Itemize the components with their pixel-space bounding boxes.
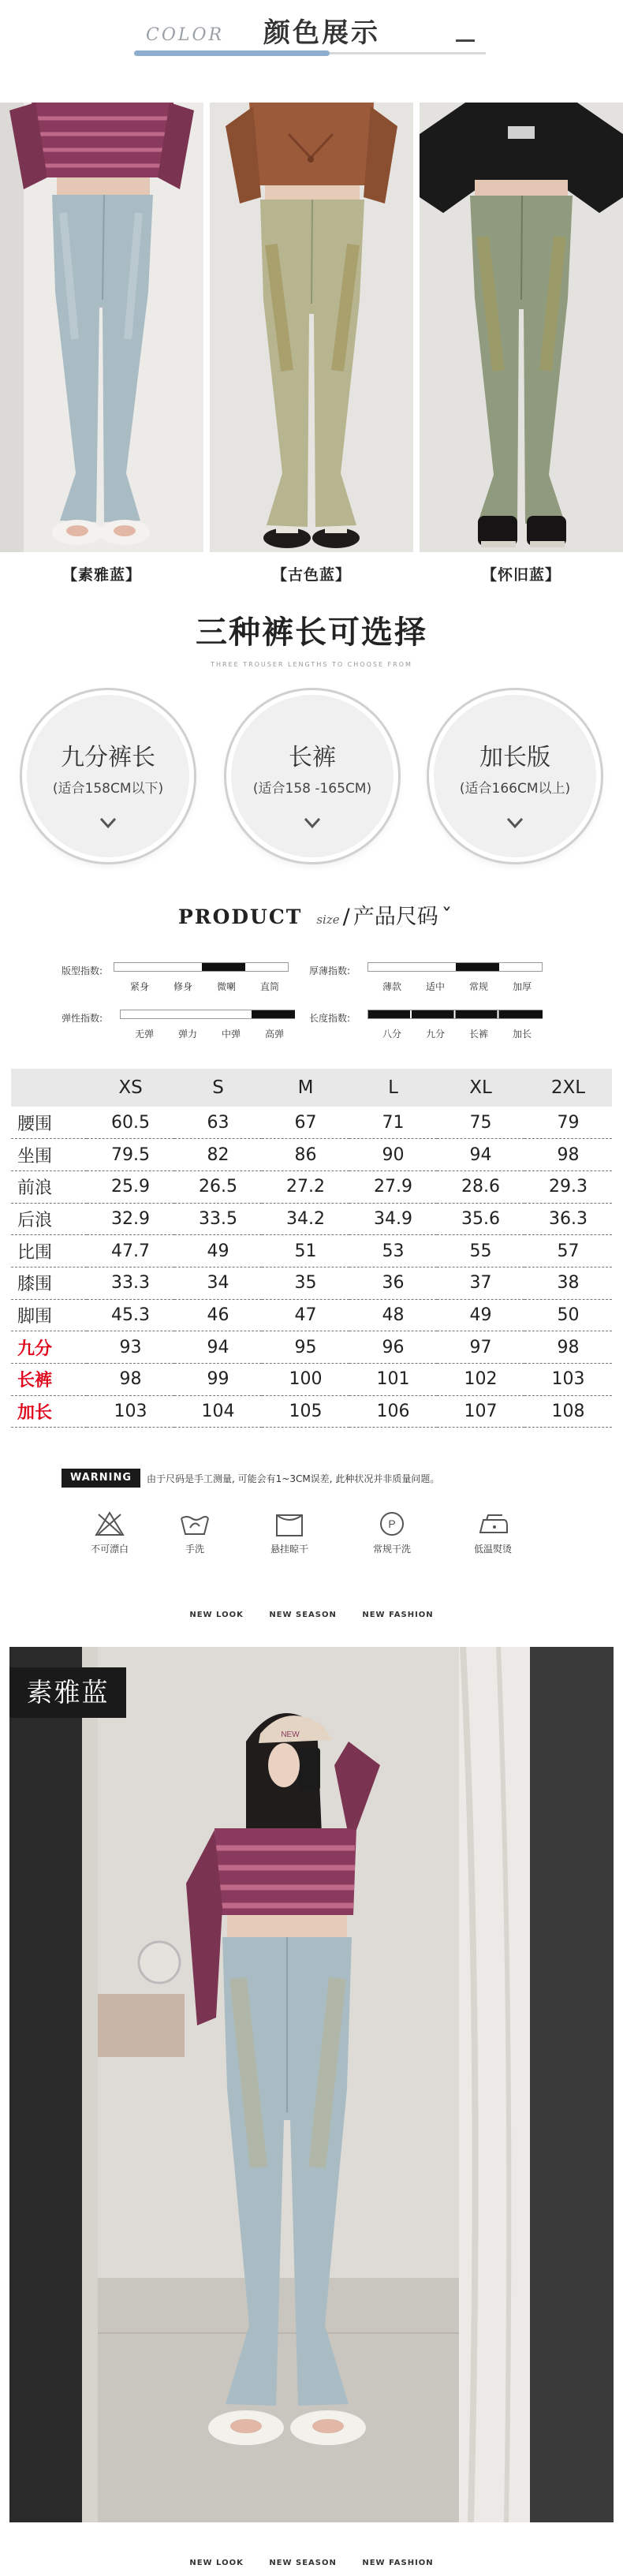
- size-value-cell: 103: [87, 1395, 174, 1428]
- size-value-cell: 25.9: [87, 1170, 174, 1203]
- size-value-cell: 94: [174, 1331, 262, 1364]
- size-value-cell: 100: [262, 1364, 349, 1396]
- size-value-cell: 63: [174, 1107, 262, 1139]
- size-value-cell: 27.9: [349, 1170, 437, 1203]
- low-iron-icon: [476, 1510, 510, 1537]
- size-header-cell: XL: [437, 1069, 524, 1107]
- row-label: 膝围: [11, 1267, 87, 1299]
- size-value-cell: 29.3: [524, 1170, 612, 1203]
- color-photo-plain-blue[interactable]: [0, 103, 203, 552]
- size-heading-sep: /: [342, 905, 350, 929]
- care-low-iron: [450, 1510, 536, 1574]
- size-value-cell: 90: [349, 1139, 437, 1171]
- size-value-cell: 105: [262, 1395, 349, 1428]
- care-hang-dry: [246, 1510, 333, 1574]
- size-heading-size: size: [316, 913, 340, 927]
- size-header-cell: L: [349, 1069, 437, 1107]
- indicator-bar: [367, 1010, 543, 1019]
- header-title: 颜色展示: [263, 17, 380, 49]
- indicator-option: 长裤: [468, 1029, 488, 1040]
- size-value-cell: 106: [349, 1395, 437, 1428]
- section-header: [0, 0, 623, 79]
- row-label: 加长: [11, 1395, 87, 1428]
- size-value-cell: 50: [524, 1299, 612, 1331]
- no-bleach-icon: [94, 1510, 125, 1537]
- warning-text: 由于尺码是手工测量, 可能会有1~3CM误差, 此种状况并非质量问题。: [147, 1473, 440, 1484]
- color-photo-retro-blue[interactable]: [420, 103, 623, 552]
- indicator-bar: [367, 962, 543, 972]
- size-value-cell: 45.3: [87, 1299, 174, 1331]
- feature-photo-illustration: [9, 1647, 614, 2522]
- indicator-selected-segment: [456, 963, 499, 971]
- indicator-option: 八分: [382, 1029, 401, 1040]
- lengths-subtitle: THREE TROUSER LENGTHS TO CHOOSE FROM: [211, 661, 412, 668]
- indicator-option: 修身: [173, 981, 192, 992]
- size-value-cell: 97: [437, 1331, 524, 1364]
- indicator-option: 高弹: [264, 1029, 284, 1040]
- size-value-cell: 57: [524, 1235, 612, 1267]
- cap-logo-text: NEW: [281, 1730, 300, 1739]
- size-value-cell: 49: [174, 1235, 262, 1267]
- indicator-label: 厚薄指数:: [309, 965, 351, 976]
- row-label: 九分: [11, 1331, 87, 1364]
- indicator-option: 紧身: [129, 981, 149, 992]
- size-header-cell: [11, 1069, 87, 1107]
- table-row: [11, 1203, 612, 1235]
- size-value-cell: 96: [349, 1331, 437, 1364]
- table-row: [11, 1299, 612, 1331]
- tagline-item: NEW SEASON: [269, 1611, 337, 1619]
- indicator-selected-segment: [252, 1010, 295, 1018]
- size-value-cell: 86: [262, 1139, 349, 1171]
- care-label: 悬挂晾干: [270, 1544, 308, 1555]
- indicator-option: 九分: [425, 1029, 445, 1040]
- care-no-bleach: [66, 1510, 153, 1574]
- tagline-item: NEW LOOK: [189, 1611, 244, 1619]
- chevron-down-icon: [97, 812, 119, 834]
- indicator-option: 弹力: [177, 1029, 197, 1040]
- size-chart-heading: [178, 899, 452, 930]
- indicator-option: 加厚: [512, 981, 532, 992]
- tagline-item: NEW LOOK: [189, 2559, 244, 2567]
- size-value-cell: 46: [174, 1299, 262, 1331]
- size-header-cell: 2XL: [524, 1069, 612, 1107]
- size-heading-en: PRODUCT: [178, 905, 303, 928]
- indicator-option: 常规: [468, 981, 488, 992]
- size-value-cell: 34.2: [262, 1203, 349, 1235]
- size-value-cell: 82: [174, 1139, 262, 1171]
- tagline-item: NEW SEASON: [269, 2559, 337, 2567]
- size-value-cell: 60.5: [87, 1107, 174, 1139]
- color-photo-grid: [0, 103, 623, 552]
- size-value-cell: 93: [87, 1331, 174, 1364]
- chevron-down-icon: [504, 812, 526, 834]
- care-dry-clean: [349, 1510, 435, 1574]
- table-row: [11, 1107, 612, 1139]
- size-value-cell: 67: [262, 1107, 349, 1139]
- indicator-selected-segment: [202, 963, 245, 971]
- dry-clean-icon: [376, 1510, 408, 1537]
- size-heading-caret: ˇ: [441, 905, 453, 929]
- size-value-cell: 36: [349, 1267, 437, 1299]
- size-value-cell: 49: [437, 1299, 524, 1331]
- size-value-cell: 26.5: [174, 1170, 262, 1203]
- size-value-cell: 33.5: [174, 1203, 262, 1235]
- tagline-bottom: [0, 2559, 623, 2567]
- indicator-option: 适中: [425, 981, 445, 992]
- header-divider-accent: [134, 50, 330, 56]
- size-value-cell: 99: [174, 1364, 262, 1396]
- length-option-note: (适合158CM以下): [52, 781, 164, 797]
- header-dash: [456, 39, 475, 42]
- color-label-retro-blue: 【怀旧蓝】: [481, 566, 561, 584]
- size-value-cell: 32.9: [87, 1203, 174, 1235]
- care-label: 手洗: [185, 1544, 204, 1555]
- row-label: 坐围: [11, 1139, 87, 1171]
- indicator-option: 薄款: [382, 981, 401, 992]
- lengths-title: 三种裤长可选择: [196, 614, 427, 651]
- indicator-option: 中弹: [221, 1029, 241, 1040]
- indicator-stretch: [62, 1008, 298, 1043]
- size-value-cell: 79.5: [87, 1139, 174, 1171]
- indicator-label: 版型指数:: [62, 965, 103, 976]
- indicator-option: 加长: [512, 1029, 532, 1040]
- care-hand-wash: [151, 1510, 238, 1574]
- size-value-cell: 71: [349, 1107, 437, 1139]
- indicator-bar: [114, 962, 289, 972]
- table-row: [11, 1170, 612, 1203]
- indicator-option: 微喇: [216, 981, 236, 992]
- size-value-cell: 34: [174, 1267, 262, 1299]
- indicator-label: 弹性指数:: [62, 1013, 103, 1024]
- tagline-item: NEW FASHION: [362, 2559, 434, 2567]
- size-value-cell: 34.9: [349, 1203, 437, 1235]
- table-row: [11, 1235, 612, 1267]
- care-label: 常规干洗: [372, 1544, 411, 1555]
- table-row: [11, 1139, 612, 1171]
- warning-badge: WARNING: [62, 1469, 140, 1488]
- tagline-top: [0, 1611, 623, 1619]
- row-label: 腰围: [11, 1107, 87, 1139]
- size-value-cell: 35.6: [437, 1203, 524, 1235]
- size-value-cell: 107: [437, 1395, 524, 1428]
- size-header-cell: XS: [87, 1069, 174, 1107]
- header-color-en: COLOR: [146, 25, 225, 45]
- size-value-cell: 55: [437, 1235, 524, 1267]
- size-header-cell: S: [174, 1069, 262, 1107]
- length-option-name: 长裤: [289, 744, 336, 771]
- indicator-length: [309, 1008, 546, 1043]
- indicator-bar: [120, 1010, 295, 1019]
- color-label-plain-blue: 【素雅蓝】: [62, 566, 141, 584]
- color-label-vintage-blue: 【古色蓝】: [271, 566, 351, 584]
- length-option-note: (适合166CM以上): [459, 781, 571, 797]
- svg-text:P: P: [388, 1518, 396, 1530]
- size-value-cell: 98: [524, 1331, 612, 1364]
- size-value-cell: 95: [262, 1331, 349, 1364]
- length-option-name: 加长版: [479, 744, 550, 771]
- size-value-cell: 79: [524, 1107, 612, 1139]
- row-label: 后浪: [11, 1203, 87, 1235]
- color-photo-vintage-blue[interactable]: [210, 103, 413, 552]
- feature-photo[interactable]: [9, 1647, 614, 2522]
- indicator-option: 直筒: [259, 981, 279, 992]
- length-option-cropped[interactable]: [22, 690, 194, 862]
- size-value-cell: 104: [174, 1395, 262, 1428]
- size-value-cell: 27.2: [262, 1170, 349, 1203]
- row-label: 长裤: [11, 1364, 87, 1396]
- size-value-cell: 108: [524, 1395, 612, 1428]
- size-value-cell: 98: [524, 1139, 612, 1171]
- size-header-cell: M: [262, 1069, 349, 1107]
- size-value-cell: 47: [262, 1299, 349, 1331]
- size-value-cell: 28.6: [437, 1170, 524, 1203]
- indicator-option: 无弹: [134, 1029, 154, 1040]
- table-row: [11, 1331, 612, 1364]
- indicator-label: 长度指数:: [309, 1013, 351, 1024]
- tagline-item: NEW FASHION: [362, 1611, 434, 1619]
- size-value-cell: 38: [524, 1267, 612, 1299]
- indicator-fit: [62, 961, 290, 995]
- length-option-note: (适合158 -165CM): [252, 781, 372, 797]
- size-value-cell: 51: [262, 1235, 349, 1267]
- size-value-cell: 33.3: [87, 1267, 174, 1299]
- row-label: 比围: [11, 1235, 87, 1267]
- length-option-name: 九分裤长: [61, 744, 155, 771]
- size-value-cell: 37: [437, 1267, 524, 1299]
- size-table-header: [11, 1069, 612, 1107]
- length-option-extended[interactable]: [429, 690, 601, 862]
- size-value-cell: 94: [437, 1139, 524, 1171]
- length-option-regular[interactable]: [226, 690, 398, 862]
- care-label: 低温熨烫: [473, 1544, 512, 1555]
- indicator-selected-segment: [368, 1010, 543, 1018]
- size-value-cell: 101: [349, 1364, 437, 1396]
- chevron-down-icon: [301, 812, 323, 834]
- table-row: [11, 1364, 612, 1396]
- size-value-cell: 36.3: [524, 1203, 612, 1235]
- table-row: [11, 1267, 612, 1299]
- size-value-cell: 53: [349, 1235, 437, 1267]
- size-value-cell: 48: [349, 1299, 437, 1331]
- size-value-cell: 35: [262, 1267, 349, 1299]
- feature-color-tag: 素雅蓝: [9, 1667, 126, 1718]
- size-value-cell: 98: [87, 1364, 174, 1396]
- hang-dry-icon: [274, 1510, 305, 1537]
- size-heading-cn: 产品尺码: [353, 905, 438, 929]
- indicator-thickness: [309, 961, 546, 995]
- row-label: 前浪: [11, 1170, 87, 1203]
- size-value-cell: 102: [437, 1364, 524, 1396]
- size-value-cell: 75: [437, 1107, 524, 1139]
- size-value-cell: 47.7: [87, 1235, 174, 1267]
- size-value-cell: 103: [524, 1364, 612, 1396]
- care-label: 不可漂白: [90, 1544, 129, 1555]
- row-label: 脚围: [11, 1299, 87, 1331]
- size-table-body: [11, 1107, 612, 1428]
- table-row: [11, 1395, 612, 1428]
- hand-wash-icon: [179, 1510, 211, 1537]
- size-table: [11, 1069, 612, 1428]
